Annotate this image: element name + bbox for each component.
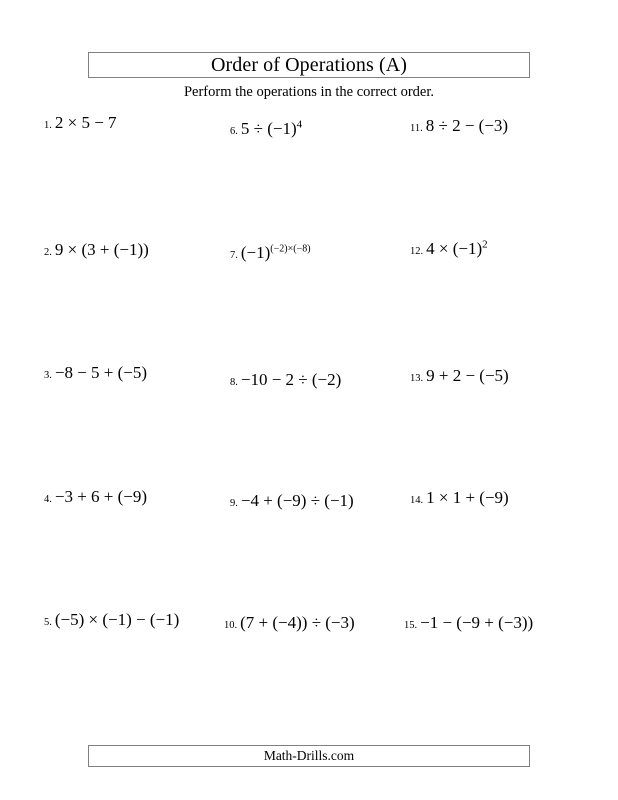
- problem-number: 2.: [44, 247, 52, 258]
- problem-item-1: [44, 114, 117, 132]
- problem-item-12: [410, 240, 488, 258]
- problem-expression: −4 + (−9) ÷ (−1): [240, 491, 354, 510]
- problem-number: 10.: [224, 620, 238, 631]
- problem-number: 9.: [230, 498, 238, 509]
- problem-expression: (−5) × (−1) − (−1): [54, 610, 180, 629]
- problem-item-7: [230, 244, 311, 262]
- problem-item-13: [410, 367, 509, 385]
- footer-box: [88, 745, 530, 767]
- problem-expression: 1 × 1 + (−9): [426, 488, 509, 507]
- problem-number: 5.: [44, 617, 52, 628]
- problem-number: 7.: [230, 250, 238, 261]
- problem-number: 8.: [230, 377, 238, 388]
- problem-number: 3.: [44, 370, 52, 381]
- problem-item-2: [44, 241, 149, 259]
- problem-expression: 9 × (3 + (−1)): [54, 240, 149, 259]
- problem-item-5: [44, 611, 179, 629]
- problem-expression: $4 \times (-1)^2$: [426, 238, 488, 258]
- problem-number: 4.: [44, 494, 52, 505]
- problem-number: 11.: [410, 123, 423, 134]
- problem-number: 14.: [410, 495, 424, 506]
- problem-expression: −10 − 2 ÷ (−2): [240, 370, 342, 389]
- problem-item-9: [230, 492, 354, 510]
- problem-expression: −1 − (−9 + (−3)): [420, 613, 534, 632]
- problem-item-6: [230, 120, 302, 138]
- problem-number: 6.: [230, 126, 238, 137]
- problem-number: 12.: [410, 246, 424, 257]
- problem-item-14: [410, 489, 509, 507]
- page-title: Order of Operations (A): [210, 54, 408, 76]
- problem-item-10: [224, 614, 355, 632]
- problem-expression: (7 + (−4)) ÷ (−3): [240, 613, 355, 632]
- problem-expression: $5 \div (-1)^4$: [240, 118, 303, 138]
- problem-number: 1.: [44, 120, 52, 131]
- problem-expression: 2 × 5 − 7: [54, 113, 117, 132]
- exponent: 4: [296, 118, 303, 131]
- problem-expression: 8 ÷ 2 − (−3): [425, 116, 509, 135]
- problem-item-4: [44, 488, 147, 506]
- problem-item-11: [410, 117, 508, 135]
- exponent: (−2)×(−8): [270, 243, 311, 255]
- problem-number: 13.: [410, 373, 424, 384]
- footer-brand: Math-Drills.com: [263, 748, 355, 764]
- problem-item-15: [404, 614, 533, 632]
- problem-number: 15.: [404, 620, 418, 631]
- problem-expression: 9 + 2 − (−5): [426, 366, 509, 385]
- problem-expression: −3 + 6 + (−9): [54, 487, 148, 506]
- problem-expression: $(-1)^{(-2)\times(-8)}$: [240, 243, 311, 262]
- instructions-text: Perform the operations in the correct order.: [183, 84, 435, 100]
- problem-item-8: [230, 371, 341, 389]
- exponent: 2: [482, 238, 488, 251]
- problem-item-3: [44, 364, 147, 382]
- problem-expression: −8 − 5 + (−5): [54, 363, 148, 382]
